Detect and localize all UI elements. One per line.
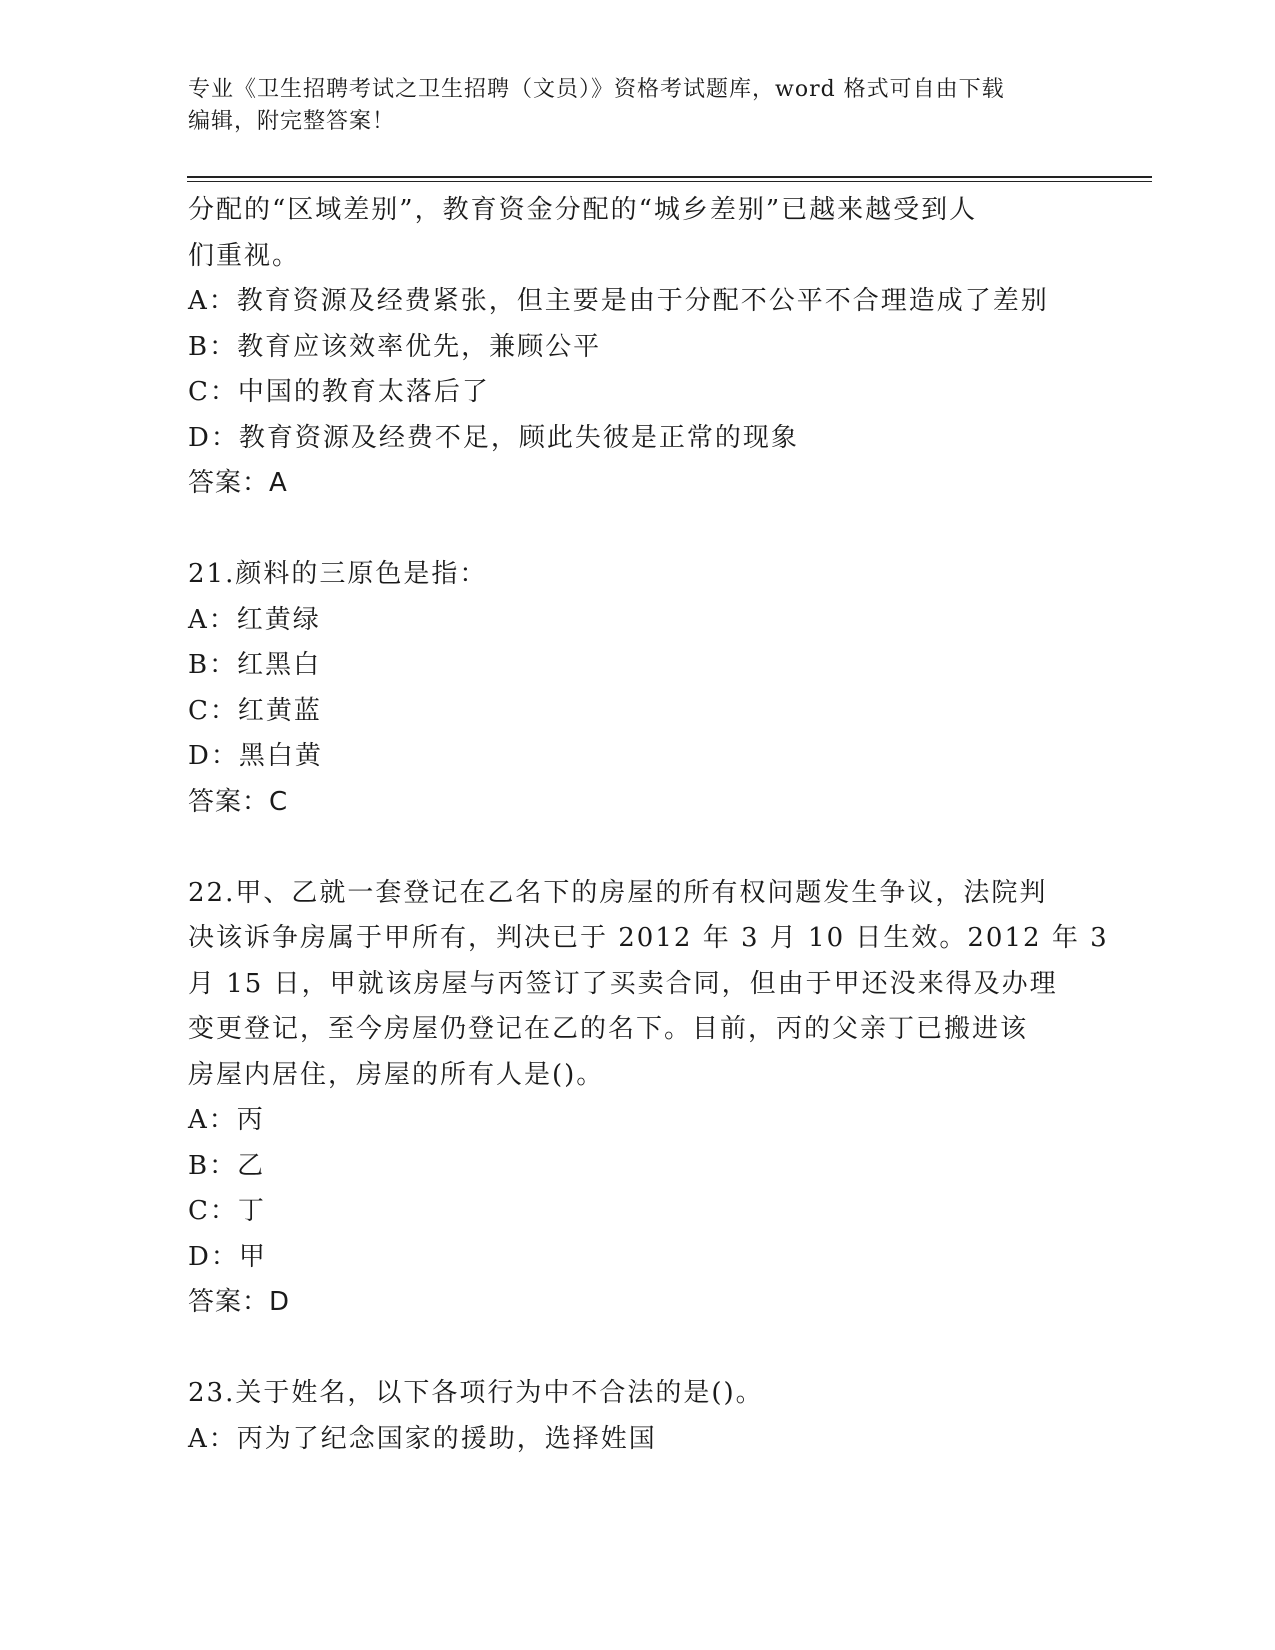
option-a: A：红黄绿 <box>188 604 321 635</box>
question-text: 21.颜料的三原色是指： <box>188 559 488 589</box>
question-22 <box>188 871 1109 1326</box>
option-c: C：中国的教育太落后了 <box>188 377 490 407</box>
question-21 <box>188 552 1088 825</box>
option-b: B：红黑白 <box>188 650 322 680</box>
header-divider-thin <box>187 181 1152 182</box>
question-text-line: 变更登记，至今房屋仍登记在乙的名下。目前，丙的父亲丁已搬进该 <box>188 1014 1029 1044</box>
question-text-line: 22.甲、乙就一套登记在乙名下的房屋的所有权问题发生争议，法院判 <box>188 877 1048 908</box>
question-text-line: 月 15 日，甲就该房屋与丙签订了买卖合同，但由于甲还没来得及办理 <box>188 968 1058 999</box>
spacer <box>188 1326 1088 1372</box>
option-d: D：教育资源及经费不足，顾此失彼是正常的现象 <box>188 422 799 453</box>
question-text-line: 分配的“区域差别”，教育资金分配的“城乡差别”已越来越受到人 <box>188 195 978 225</box>
header-line-2: 编辑，附完整答案！ <box>188 109 396 134</box>
option-d: D：黑白黄 <box>188 741 323 771</box>
option-b: B：教育应该效率优先，兼顾公平 <box>188 331 602 362</box>
question-continuation <box>188 188 1088 507</box>
question-text-line: 们重视。 <box>188 240 301 271</box>
option-a: A：丙 <box>188 1105 265 1135</box>
question-text: 23.关于姓名，以下各项行为中不合法的是()。 <box>188 1378 764 1408</box>
document-body <box>188 188 1109 1462</box>
option-b: B：乙 <box>188 1150 266 1181</box>
option-d: D：甲 <box>188 1241 267 1272</box>
document-header <box>188 74 1088 138</box>
spacer <box>188 507 1088 553</box>
answer-line: 答案：D <box>188 1287 291 1317</box>
question-text-line: 决该诉争房属于甲所有，判决已于 2012 年 3 月 10 日生效。2012 年 3 <box>188 923 1109 953</box>
question-text-line: 房屋内居住，房屋的所有人是()。 <box>188 1059 605 1090</box>
spacer <box>188 825 1088 871</box>
option-a: A：丙为了纪念国家的援助，选择姓国 <box>188 1423 657 1454</box>
option-c: C：丁 <box>188 1196 266 1226</box>
header-line-1: 专业《卫生招聘考试之卫生招聘（文员）》资格考试题库，word 格式可自由下载 <box>188 77 1005 102</box>
answer-line: 答案：A <box>188 468 288 498</box>
header-divider-thick <box>187 176 1152 178</box>
answer-line: 答案：C <box>188 786 289 817</box>
option-a: A：教育资源及经费紧张，但主要是由于分配不公平不合理造成了差别 <box>188 286 1049 316</box>
option-c: C：红黄蓝 <box>188 695 322 726</box>
question-23 <box>188 1371 1088 1462</box>
